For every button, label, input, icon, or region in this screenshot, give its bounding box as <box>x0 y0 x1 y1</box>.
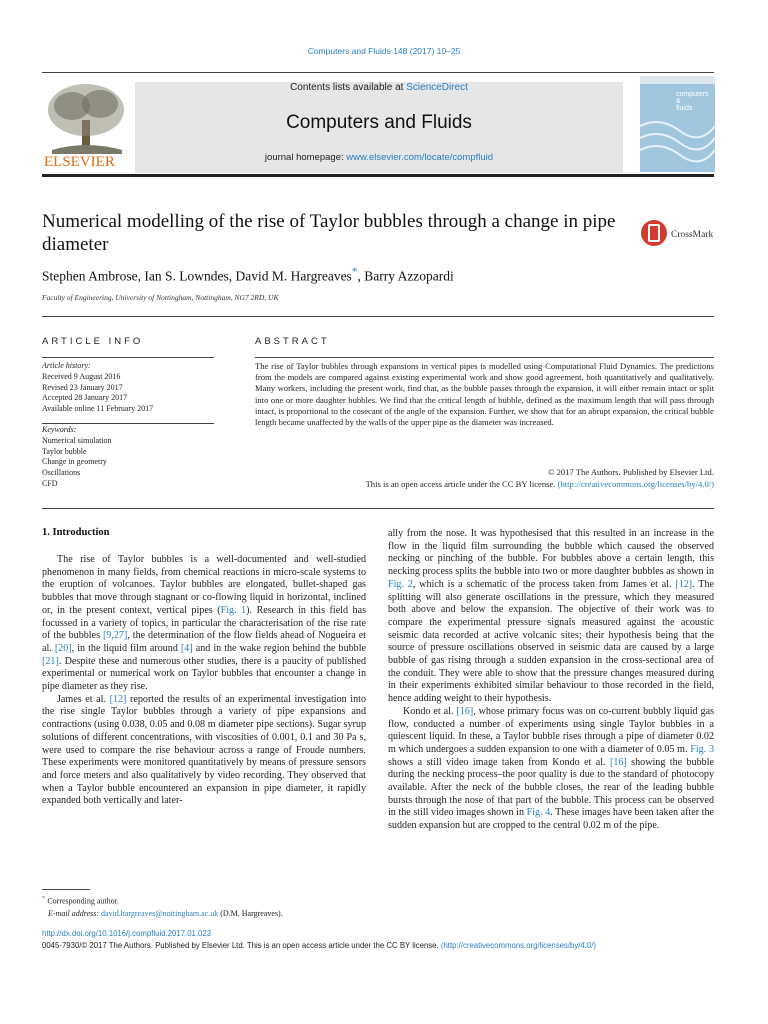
abstract-copyright <box>255 466 714 490</box>
keywords <box>42 425 214 490</box>
corresponding-author-note: Corresponding author. <box>47 896 119 906</box>
article-title: Numerical modelling of the rise of Taylor bubbles through a change in pipe diameter <box>42 211 616 255</box>
license-prefix: This is an open access article under the CC BY license. <box>365 479 558 489</box>
doi-link[interactable]: http://dx.doi.org/10.1016/j.compfluid.2017.01.023 <box>42 929 212 938</box>
paragraph: ally from the nose. It was hypothesised that this resulted in an increase in the flow in the liquid film surrounding the bubble which caused the observed necking or pinching of the bubble. For bubbles above a certain length, this necking process splits the bubble into two or more daughter bubbles as shown in Fig. 2, which is a schematic of the process taken from James et al. [12]. The splitting will also generate oscillations in the pressure, which they measured both above and below the expansion. The objective of their work was to compare the experimental pressure signals measured against the acoustic seismic data recorded at active volcanic sites; their hypothesis being that the source of pressure oscillations observed in seismic data are caused by a large bubble of gas rising through a sudden expansion in the cross-sectional area of the conduit. They were able to show that the pressure changes measured during in their experiments exhibited similar behaviour to those recorded in the field, hence adding weight to their hypothesis. <box>388 528 714 705</box>
citation-link[interactable]: [20] <box>54 642 72 654</box>
body-column-right <box>388 528 714 833</box>
journal-reference[interactable]: Computers and Fluids 148 (2017) 10–25 <box>307 46 461 56</box>
issn-license-link[interactable]: (http://creativecommons.org/licenses/by/4.0/) <box>440 940 596 950</box>
figure-ref-link[interactable]: Fig. 3 <box>690 743 715 755</box>
corresponding-author-mark[interactable]: * <box>351 266 358 278</box>
email-suffix: (D.M. Hargreaves). <box>218 908 283 918</box>
copyright-line: © 2017 The Authors. Published by Elsevier Ltd. <box>547 467 714 477</box>
elsevier-logo <box>42 80 130 172</box>
journal-name: Computers and Fluids <box>286 112 472 133</box>
crossmark-badge[interactable] <box>640 218 720 248</box>
citation-link[interactable]: [9,27] <box>102 630 128 642</box>
abstract-heading: ABSTRACT <box>255 336 330 347</box>
header-thick-rule <box>42 174 714 177</box>
keyword-item: Numerical simulation <box>42 435 112 445</box>
paragraph: Kondo et al. [16], whose primary focus was on co-current bubbly liquid gas flow, conducted a number of experiments using single Taylor bubbles in a quiescent liquid. In these, a Taylor bubble rises through a pipe of diameter 0.02 m which undergoes a sudden expansion to one with a diameter of 0.05 m. Fig. 3 shows a still video image taken from Kondo et al. [16] showing the bubble during the necking process–the poor quality is due to the standard of photocopy available. After the neck of the bubble closes, the rear of the leading bubble bursts through the nose of that part of the bubble. This process can be observed in the still video images shown in Fig. 4. These images have been taken after the sudden expansion but are cropped to the central 0.02 m of the pipe. <box>388 705 715 832</box>
figure-ref-link[interactable]: Fig. 2 <box>388 578 413 590</box>
keywords-label: Keywords: <box>42 425 77 434</box>
section-heading-introduction: 1. Introduction <box>42 527 110 538</box>
crossmark-label: CrossMark <box>671 230 714 240</box>
email-link[interactable]: david.hargreaves@nottingham.ac.uk <box>101 908 219 918</box>
tree-logo-icon <box>42 80 130 172</box>
citation-link[interactable]: [12] <box>675 578 693 590</box>
citation-link[interactable]: [12] <box>109 693 127 705</box>
abstract-bottom-rule <box>42 508 714 509</box>
figure-ref-link[interactable]: Fig. 1 <box>220 604 247 616</box>
footnotes <box>42 893 283 920</box>
cover-text-3: fluids <box>676 105 693 112</box>
journal-cover-image[interactable] <box>640 76 715 172</box>
homepage-link[interactable]: www.elsevier.com/locate/compfluid <box>346 152 494 163</box>
citation-link[interactable]: [16] <box>456 705 474 717</box>
history-item: Received 9 August 2016 <box>42 371 121 381</box>
footnote-rule <box>42 889 90 890</box>
citation-link[interactable]: [21] <box>42 655 59 667</box>
crossmark-icon <box>641 220 667 246</box>
history-item: Revised 23 January 2017 <box>42 382 123 392</box>
affiliation: Faculty of Engineering, University of Nottingham, Nottingham, NG7 2RD, UK <box>42 293 279 302</box>
cover-text-1: computers <box>676 91 709 98</box>
history-label: Article history: <box>42 361 91 370</box>
keyword-item: Change in geometry <box>42 457 107 467</box>
cover-thumbnail-icon <box>640 76 715 172</box>
author-list <box>42 266 454 285</box>
history-item: Available online 11 February 2017 <box>42 404 154 414</box>
abstract-text: The rise of Taylor bubbles through expansions in vertical pipes is modelled using Computational Fluid Dynamics. The predictions from the models are compared against existing experimental work and show good agreement, both quantitatively and qualitatively. Many workers, including the present work, find that, as the bubble passes through the expansion, it will either remain intact or split into one or more daughter bubbles. We find that the critical length of bubble, defined as the maximum length that will pass through intact, is proportional to the cosecant of the angle of the expansion. Further, we show that for an abrupt expansion, the critical bubble length became unaffected by the walls of the upper pipe as the diameter was increased. <box>255 361 714 428</box>
cover-text-2: & <box>676 98 681 105</box>
email-label: E-mail address: <box>48 908 102 918</box>
homepage-line <box>135 152 623 163</box>
article-info-heading: ARTICLE INFO <box>42 336 144 347</box>
publisher-logo-text: ELSEVIER <box>44 154 115 170</box>
doi-block <box>42 928 742 951</box>
contents-line <box>135 82 623 93</box>
top-rule <box>42 72 714 73</box>
citation-link[interactable]: [4] <box>180 642 193 654</box>
article-info-rule <box>42 357 214 358</box>
keyword-item: Taylor bubble <box>42 446 87 456</box>
keywords-rule <box>42 423 214 424</box>
keyword-item: Oscillations <box>42 468 81 478</box>
sciencedirect-link[interactable]: ScienceDirect <box>406 82 468 93</box>
paragraph: James et al. [12] reported the results of an experimental investigation into the rise single Taylor bubbles through a variety of pipe expansions and contractions (using 0.038, 0.05 and 0.08 m diameter pipe sections). Sugar syrup solutions of different concentrations, with viscosities of 0.001, 0.1 and 30 Pa s, were used to compare the rise behaviour across a range of Froude numbers. These experiments were monitored quantitatively by means of pressure sensors and force meters and also qualitatively by video recording. They observed that when a Taylor bubble encountered an expansion in pipe diameter, it rapidly expanded both vertically and later- <box>42 693 366 807</box>
abstract-rule <box>255 357 714 358</box>
authors-before: Stephen Ambrose, Ian S. Lowndes, David M. Hargreaves <box>42 268 352 284</box>
history-item: Accepted 28 January 2017 <box>42 393 128 403</box>
contents-prefix: Contents lists available at <box>290 82 407 93</box>
issn-line: 0045-7930/© 2017 The Authors. Published by Elsevier Ltd. This is an open access article under the CC BY license. <box>42 940 441 950</box>
article-history <box>42 361 214 415</box>
citation-link[interactable]: [16] <box>609 756 627 768</box>
license-link[interactable]: (http://creativecommons.org/licenses/by/4.0/) <box>557 479 714 489</box>
homepage-prefix: journal homepage: <box>264 152 347 163</box>
paragraph: The rise of Taylor bubbles is a well-documented and well-studied phenomenon in many fields, from chemical reactions in micro-scale systems to the eruption of volcanoes. Taylor bubbles are elongated, bullet-shaped gas bubbles that move through stagnant or co-flowing liquid in horizontal, inclined or, in the present context, vertical pipes (Fig. 1). Research in this field has focussed in a variety of topics, in particular the characterisation of the rise rate of the bubbles [9,27], the determination of the flow fields ahead of Nogueira et al. [20], in the liquid film around [4] and in the wake region behind the bubble [21]. Despite these and numerous other studies, there is a paucity of published experimental or numerical work on Taylor bubbles that encounter a change in pipe diameter as they rise. <box>42 554 366 693</box>
keyword-item: CFD <box>42 478 58 488</box>
body-column-left <box>42 554 366 808</box>
authors-after: , Barry Azzopardi <box>357 268 454 284</box>
footnote-mark: * <box>42 895 46 902</box>
title-rule <box>42 316 714 317</box>
figure-ref-link[interactable]: Fig. 4 <box>526 807 551 819</box>
